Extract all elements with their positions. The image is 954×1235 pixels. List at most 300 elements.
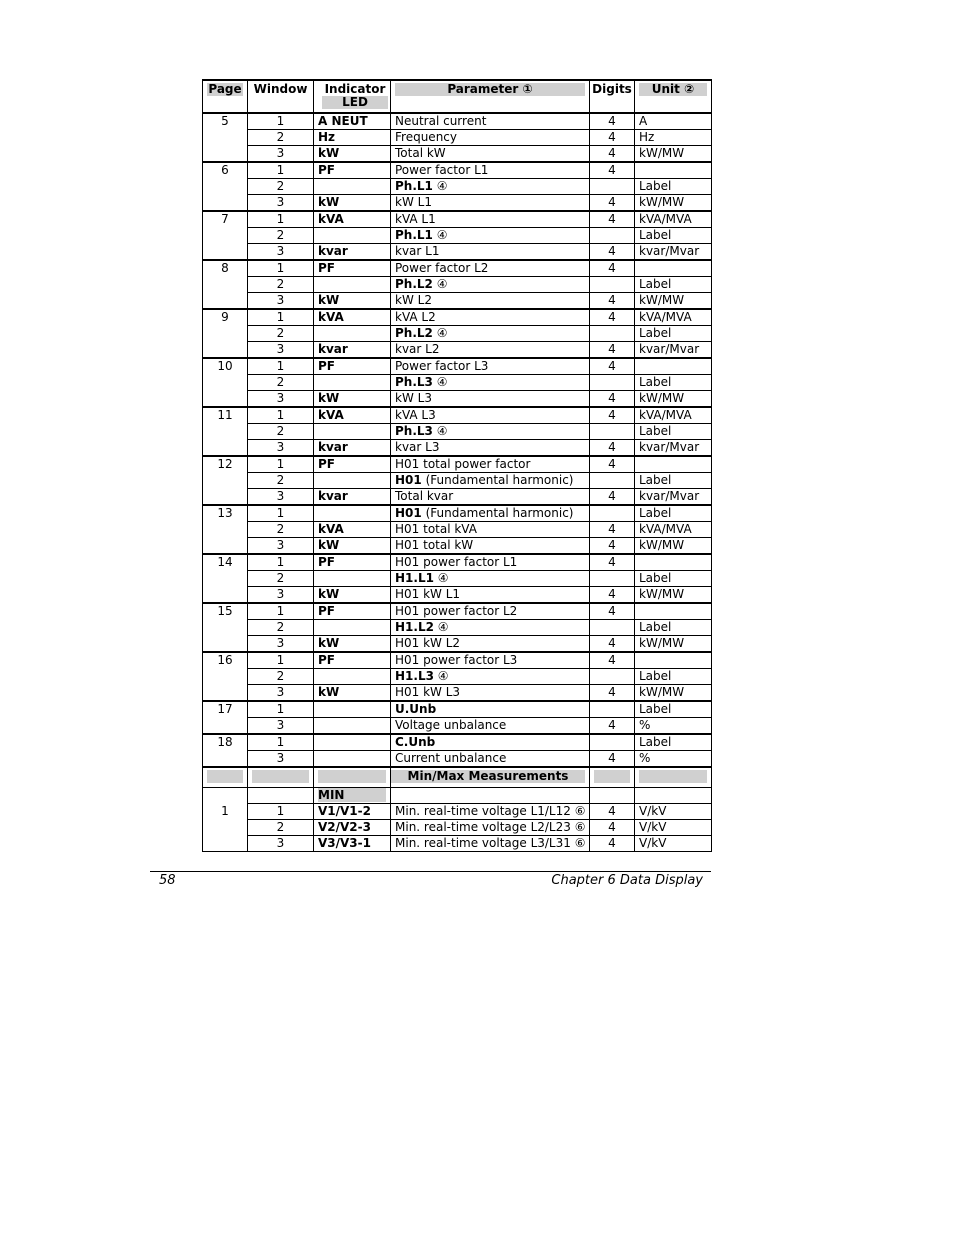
window-cell: 1 [248, 407, 314, 424]
page-cell [203, 228, 248, 244]
page-cell [203, 391, 248, 408]
table-row [203, 309, 712, 326]
digits-cell [590, 424, 635, 440]
table-row [203, 244, 712, 261]
parameter-cell: H01 kW L1 [391, 587, 590, 604]
digits-cell [590, 228, 635, 244]
page-cell [203, 522, 248, 538]
table-row [203, 685, 712, 702]
parameter-cell: H01 kW L3 [391, 685, 590, 702]
digits-cell: 4 [590, 751, 635, 768]
parameter-cell: Min. real-time voltage L2/L23 ⑥ [391, 820, 590, 836]
unit-cell: V/kV [635, 836, 712, 852]
parameter-cell: Ph.L2 ④ [391, 326, 590, 342]
window-cell: 3 [248, 342, 314, 359]
table-row [203, 652, 712, 669]
indicator-led-cell: kW [314, 195, 391, 212]
parameter-cell: kW L1 [391, 195, 590, 212]
table-row [203, 473, 712, 489]
unit-cell [635, 162, 712, 179]
digits-cell [590, 473, 635, 489]
window-cell: 3 [248, 391, 314, 408]
window-cell: 3 [248, 718, 314, 735]
window-cell: 3 [248, 538, 314, 555]
page-cell [203, 836, 248, 852]
indicator-led-cell [314, 228, 391, 244]
parameter-cell: kW L3 [391, 391, 590, 408]
parameter-cell: H1.L1 ④ [391, 571, 590, 587]
table-row [203, 162, 712, 179]
unit-cell: Label [635, 326, 712, 342]
unit-cell: Label [635, 571, 712, 587]
window-cell: 2 [248, 375, 314, 391]
indicator-led-cell: PF [314, 603, 391, 620]
empty-cell [635, 788, 712, 804]
table-row [203, 636, 712, 653]
table-row [203, 587, 712, 604]
page-cell: 6 [203, 162, 248, 179]
parameter-cell: H01 total kW [391, 538, 590, 555]
page-cell [203, 424, 248, 440]
digits-cell: 4 [590, 685, 635, 702]
min-label-text: MIN [318, 788, 386, 802]
table-row [203, 195, 712, 212]
parameter-cell: H1.L2 ④ [391, 620, 590, 636]
digits-cell: 4 [590, 130, 635, 146]
minmax-heading [391, 767, 590, 788]
digits-cell [590, 701, 635, 718]
digits-cell [590, 505, 635, 522]
table-row [203, 113, 712, 130]
page-cell: 16 [203, 652, 248, 669]
unit-cell: Label [635, 620, 712, 636]
digits-cell: 4 [590, 603, 635, 620]
indicator-led-cell: kW [314, 587, 391, 604]
digits-cell: 4 [590, 456, 635, 473]
indicator-led-cell: PF [314, 162, 391, 179]
unit-cell: Label [635, 505, 712, 522]
digits-cell: 4 [590, 522, 635, 538]
digits-cell: 4 [590, 309, 635, 326]
table-row [203, 228, 712, 244]
table-row [203, 375, 712, 391]
unit-cell: % [635, 751, 712, 768]
indicator-led-cell: kVA [314, 522, 391, 538]
page-cell: 18 [203, 734, 248, 751]
heading-filler [590, 767, 635, 788]
digits-cell: 4 [590, 342, 635, 359]
window-cell: 2 [248, 228, 314, 244]
indicator-led-cell: PF [314, 456, 391, 473]
parameter-cell: kVA L1 [391, 211, 590, 228]
indicator-led-cell: PF [314, 554, 391, 571]
window-cell: 1 [248, 260, 314, 277]
digits-cell: 4 [590, 358, 635, 375]
parameter-cell: kvar L1 [391, 244, 590, 261]
indicator-led-cell: kW [314, 391, 391, 408]
gray-block [207, 770, 243, 783]
digits-cell: 4 [590, 636, 635, 653]
indicator-led-cell: PF [314, 260, 391, 277]
indicator-led-cell: A NEUT [314, 113, 391, 130]
window-cell: 2 [248, 277, 314, 293]
parameter-cell: H01 power factor L1 [391, 554, 590, 571]
digits-cell [590, 571, 635, 587]
page-cell [203, 293, 248, 310]
digits-cell: 4 [590, 718, 635, 735]
window-cell: 2 [248, 522, 314, 538]
window-cell: 3 [248, 440, 314, 457]
window-cell: 3 [248, 195, 314, 212]
digits-cell: 4 [590, 244, 635, 261]
page-cell [203, 620, 248, 636]
heading-filler [314, 767, 391, 788]
heading-filler [248, 767, 314, 788]
unit-cell: Label [635, 424, 712, 440]
page-cell [203, 587, 248, 604]
unit-cell: kW/MW [635, 587, 712, 604]
header-indicator-text: Indicator [324, 82, 386, 96]
header-parameter: Parameter ① [391, 80, 590, 113]
window-cell: 1 [248, 211, 314, 228]
unit-cell: V/kV [635, 820, 712, 836]
page-cell [203, 375, 248, 391]
unit-cell: Label [635, 228, 712, 244]
parameter-cell: Total kvar [391, 489, 590, 506]
window-cell: 2 [248, 620, 314, 636]
minmax-heading-text: Min/Max Measurements [391, 770, 585, 783]
digits-cell: 4 [590, 489, 635, 506]
window-cell: 3 [248, 836, 314, 852]
digits-cell: 4 [590, 260, 635, 277]
page-cell [203, 820, 248, 836]
page-cell [203, 718, 248, 735]
parameter-cell: Ph.L3 ④ [391, 375, 590, 391]
header-unit: Unit ② [635, 80, 712, 113]
parameter-cell: Voltage unbalance [391, 718, 590, 735]
empty-cell [590, 788, 635, 804]
parameter-cell: kW L2 [391, 293, 590, 310]
window-cell: 3 [248, 636, 314, 653]
digits-cell [590, 277, 635, 293]
table-row [203, 669, 712, 685]
indicator-led-cell [314, 751, 391, 768]
parameter-cell: U.Unb [391, 701, 590, 718]
indicator-led-cell: kW [314, 538, 391, 555]
table-row [203, 718, 712, 735]
indicator-led-cell: kW [314, 293, 391, 310]
unit-cell [635, 652, 712, 669]
indicator-led-cell [314, 505, 391, 522]
unit-cell: kW/MW [635, 293, 712, 310]
empty-cell [203, 788, 248, 804]
unit-cell: kvar/Mvar [635, 489, 712, 506]
unit-cell: kW/MW [635, 636, 712, 653]
indicator-led-cell [314, 701, 391, 718]
unit-cell: Label [635, 179, 712, 195]
table-row [203, 326, 712, 342]
parameter-cell: Neutral current [391, 113, 590, 130]
empty-cell [391, 788, 590, 804]
min-label [314, 788, 391, 804]
digits-cell: 4 [590, 538, 635, 555]
parameter-cell: H01 power factor L2 [391, 603, 590, 620]
digits-cell: 4 [590, 554, 635, 571]
parameter-cell: kvar L2 [391, 342, 590, 359]
window-cell: 2 [248, 820, 314, 836]
parameter-cell: kvar L3 [391, 440, 590, 457]
table-row [203, 146, 712, 163]
unit-cell: kVA/MVA [635, 407, 712, 424]
table-row [203, 260, 712, 277]
digits-cell: 4 [590, 146, 635, 163]
unit-cell [635, 358, 712, 375]
indicator-led-cell [314, 571, 391, 587]
window-cell: 1 [248, 603, 314, 620]
window-cell: 2 [248, 473, 314, 489]
indicator-led-cell [314, 326, 391, 342]
window-cell: 1 [248, 554, 314, 571]
window-cell: 1 [248, 456, 314, 473]
page-cell [203, 751, 248, 768]
unit-cell: kVA/MVA [635, 309, 712, 326]
parameter-cell: Min. real-time voltage L3/L31 ⑥ [391, 836, 590, 852]
window-cell: 3 [248, 685, 314, 702]
unit-cell: kW/MW [635, 195, 712, 212]
parameter-cell: H01 (Fundamental harmonic) [391, 473, 590, 489]
unit-cell [635, 260, 712, 277]
table-row [203, 179, 712, 195]
window-cell: 2 [248, 326, 314, 342]
page-cell: 8 [203, 260, 248, 277]
table-row [203, 456, 712, 473]
footer-rule [150, 871, 711, 872]
table-row [203, 554, 712, 571]
digits-cell: 4 [590, 391, 635, 408]
header-page: Page [203, 80, 248, 113]
page-cell: 12 [203, 456, 248, 473]
digits-cell: 4 [590, 587, 635, 604]
indicator-led-cell: kW [314, 685, 391, 702]
indicator-led-cell [314, 375, 391, 391]
page-cell: 13 [203, 505, 248, 522]
gray-block [252, 770, 309, 783]
gray-block [318, 770, 386, 783]
heading-filler [635, 767, 712, 788]
indicator-led-cell: Hz [314, 130, 391, 146]
unit-cell: Label [635, 277, 712, 293]
indicator-led-cell: V2/V2-3 [314, 820, 391, 836]
unit-cell [635, 456, 712, 473]
page-cell: 5 [203, 113, 248, 130]
window-cell: 2 [248, 179, 314, 195]
parameter-cell: Power factor L3 [391, 358, 590, 375]
table-row [203, 358, 712, 375]
window-cell: 3 [248, 489, 314, 506]
window-cell: 1 [248, 734, 314, 751]
unit-cell [635, 554, 712, 571]
window-cell: 1 [248, 162, 314, 179]
window-cell: 1 [248, 804, 314, 820]
unit-cell: kW/MW [635, 685, 712, 702]
page-cell [203, 571, 248, 587]
parameter-cell: H01 kW L2 [391, 636, 590, 653]
table-row [203, 701, 712, 718]
parameter-cell: H1.L3 ④ [391, 669, 590, 685]
header-digits: Digits [590, 80, 635, 113]
table-row [203, 407, 712, 424]
table-row [203, 391, 712, 408]
indicator-led-cell: kVA [314, 211, 391, 228]
page-cell: 7 [203, 211, 248, 228]
unit-cell: kVA/MVA [635, 211, 712, 228]
parameter-cell: kVA L2 [391, 309, 590, 326]
page-cell: 15 [203, 603, 248, 620]
header-window: Window [248, 80, 314, 113]
table-row [203, 505, 712, 522]
window-cell: 1 [248, 358, 314, 375]
digits-cell: 4 [590, 804, 635, 820]
indicator-led-cell: PF [314, 358, 391, 375]
digits-cell [590, 375, 635, 391]
page-cell [203, 685, 248, 702]
parameter-cell: Power factor L2 [391, 260, 590, 277]
parameter-cell: H01 total power factor [391, 456, 590, 473]
window-cell: 2 [248, 571, 314, 587]
digits-cell: 4 [590, 162, 635, 179]
page-cell [203, 636, 248, 653]
table-row [203, 620, 712, 636]
gray-block [594, 770, 630, 783]
unit-cell: kW/MW [635, 538, 712, 555]
digits-cell: 4 [590, 195, 635, 212]
table-row [203, 734, 712, 751]
unit-cell: kvar/Mvar [635, 244, 712, 261]
page-cell [203, 326, 248, 342]
window-cell: 1 [248, 309, 314, 326]
unit-cell: Label [635, 669, 712, 685]
page-cell [203, 473, 248, 489]
unit-cell: V/kV [635, 804, 712, 820]
unit-cell: Label [635, 473, 712, 489]
table-row [203, 522, 712, 538]
parameter-table [202, 79, 712, 852]
page-number: 58 [159, 873, 176, 888]
page-cell: 14 [203, 554, 248, 571]
parameter-cell: Power factor L1 [391, 162, 590, 179]
page-cell: 1 [203, 804, 248, 820]
indicator-led-cell: kVA [314, 407, 391, 424]
window-cell: 1 [248, 652, 314, 669]
indicator-led-cell: V1/V1-2 [314, 804, 391, 820]
table-row [203, 489, 712, 506]
window-cell: 1 [248, 701, 314, 718]
empty-cell [248, 788, 314, 804]
window-cell: 2 [248, 424, 314, 440]
parameter-cell: Ph.L1 ④ [391, 228, 590, 244]
parameter-cell: C.Unb [391, 734, 590, 751]
table-row [203, 211, 712, 228]
page-cell [203, 277, 248, 293]
table-row [203, 293, 712, 310]
parameter-cell: H01 power factor L3 [391, 652, 590, 669]
indicator-led-cell [314, 424, 391, 440]
page-cell [203, 669, 248, 685]
table-row [203, 277, 712, 293]
unit-cell: kW/MW [635, 391, 712, 408]
unit-cell [635, 603, 712, 620]
gray-block [639, 770, 707, 783]
page-cell [203, 130, 248, 146]
heading-filler [203, 767, 248, 788]
digits-cell [590, 326, 635, 342]
table-row [203, 538, 712, 555]
window-cell: 2 [248, 130, 314, 146]
unit-cell: kVA/MVA [635, 522, 712, 538]
digits-cell: 4 [590, 211, 635, 228]
indicator-led-cell: V3/V3-1 [314, 836, 391, 852]
digits-cell: 4 [590, 293, 635, 310]
indicator-led-cell [314, 277, 391, 293]
indicator-led-cell [314, 734, 391, 751]
window-cell: 1 [248, 505, 314, 522]
table-row [203, 130, 712, 146]
page-cell: 11 [203, 407, 248, 424]
indicator-led-cell [314, 179, 391, 195]
parameter-cell: Current unbalance [391, 751, 590, 768]
unit-cell: Label [635, 701, 712, 718]
unit-cell: Label [635, 734, 712, 751]
parameter-cell: Min. real-time voltage L1/L12 ⑥ [391, 804, 590, 820]
window-cell: 1 [248, 113, 314, 130]
indicator-led-cell [314, 620, 391, 636]
window-cell: 3 [248, 293, 314, 310]
table-row [203, 751, 712, 768]
indicator-led-cell: PF [314, 652, 391, 669]
chapter-title: Chapter 6 Data Display [551, 873, 703, 888]
page-cell: 10 [203, 358, 248, 375]
parameter-cell: Ph.L2 ④ [391, 277, 590, 293]
parameter-cell: H01 total kVA [391, 522, 590, 538]
page-cell: 17 [203, 701, 248, 718]
indicator-led-cell: kW [314, 146, 391, 163]
window-cell: 2 [248, 669, 314, 685]
parameter-cell: Ph.L1 ④ [391, 179, 590, 195]
page-cell [203, 342, 248, 359]
parameter-cell: Ph.L3 ④ [391, 424, 590, 440]
page-cell [203, 244, 248, 261]
parameter-cell: H01 (Fundamental harmonic) [391, 505, 590, 522]
minmax-heading-row [203, 767, 712, 788]
parameter-cell: Frequency [391, 130, 590, 146]
header-indicator-led [314, 80, 391, 113]
digits-cell: 4 [590, 113, 635, 130]
window-cell: 3 [248, 751, 314, 768]
page-cell [203, 195, 248, 212]
unit-cell: A [635, 113, 712, 130]
parameter-cell: Total kW [391, 146, 590, 163]
digits-cell [590, 734, 635, 751]
unit-cell: kvar/Mvar [635, 440, 712, 457]
digits-cell: 4 [590, 836, 635, 852]
indicator-led-cell [314, 473, 391, 489]
window-cell: 3 [248, 244, 314, 261]
digits-cell: 4 [590, 652, 635, 669]
table-header-row [203, 80, 712, 113]
indicator-led-cell: kvar [314, 440, 391, 457]
table-row [203, 424, 712, 440]
unit-cell: Hz [635, 130, 712, 146]
